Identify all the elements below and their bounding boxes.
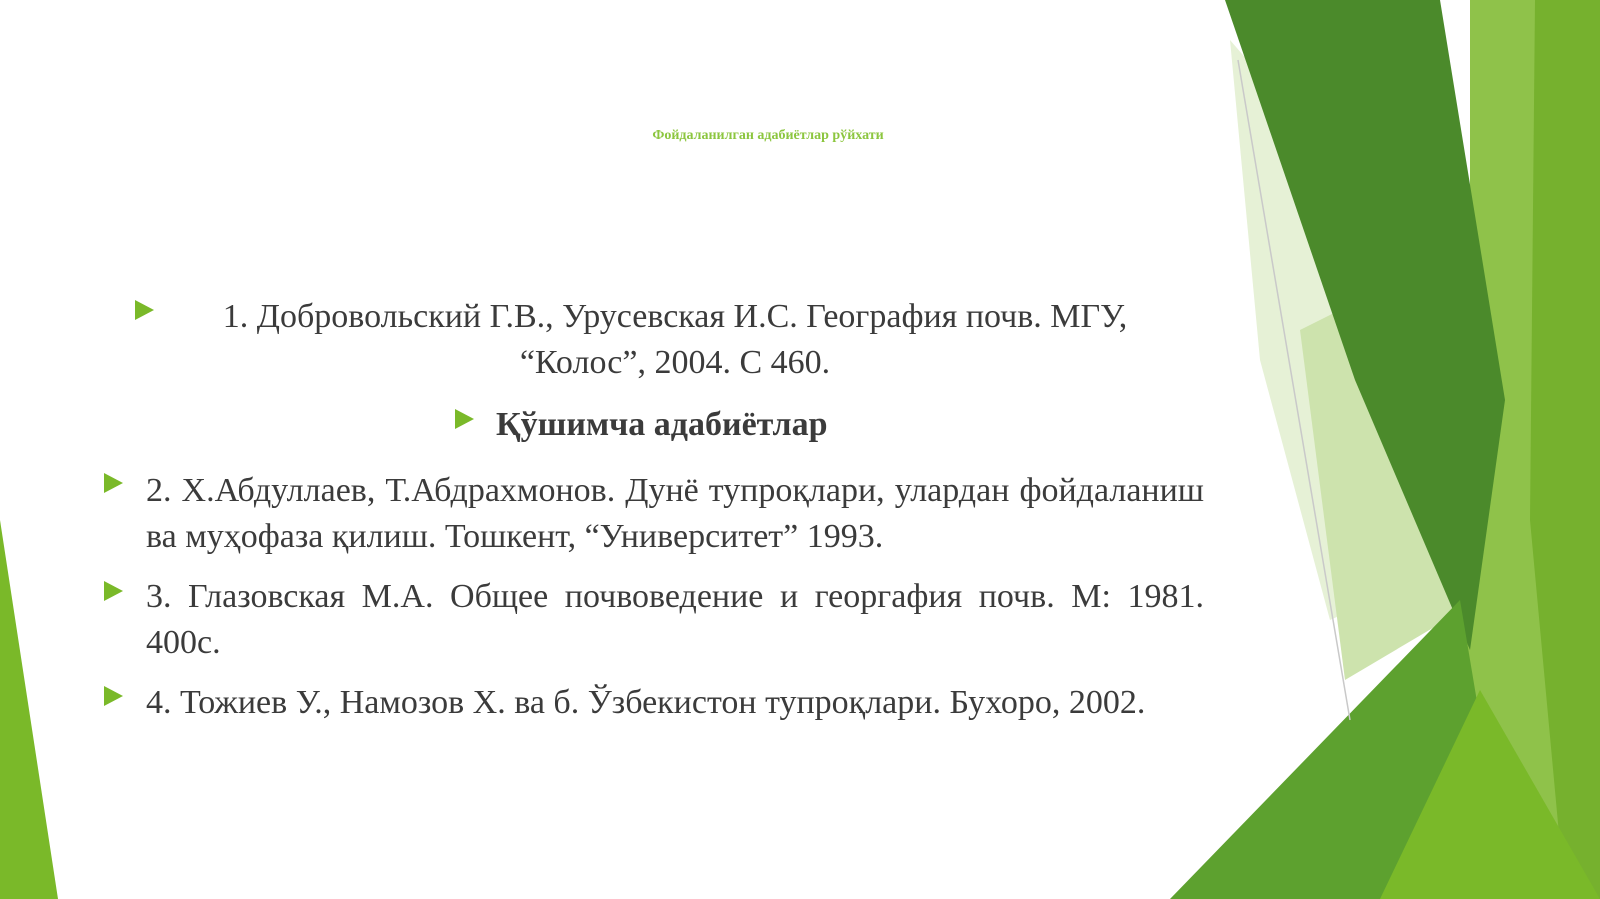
- bullet-arrow-icon: [104, 581, 123, 601]
- left-green-shape: [0, 520, 58, 899]
- bullet-arrow-icon: [104, 686, 123, 706]
- reference-item-3: 3. Глазовская М.А. Общее почвоведение и георгафия почв. М: 1981. 400с.: [146, 578, 1204, 661]
- reference-item-4: 4. Тожиев У., Намозов Х. ва б. Ўзбекистон тупроқлари. Бухоро, 2002.: [146, 684, 1146, 721]
- bullet-arrow-icon: [455, 409, 474, 429]
- reference-item-1: 1. Добровольский Г.В., Урусевская И.С. География почв. МГУ, “Колос”, 2004. С 460.: [222, 298, 1128, 381]
- bullet-arrow-icon: [135, 300, 154, 320]
- bullet-arrow-icon: [104, 473, 123, 493]
- reference-item-2: 2. Х.Абдуллаев, Т.Абдрахмонов. Дунё тупроқлари, улардан фойдаланиш ва муҳофаза қилиш. Тошкент, “Университет” 1993.: [146, 472, 1204, 555]
- additional-literature-heading: Қўшимча адабиётлар: [496, 406, 828, 443]
- slide-title: Фойдаланилган адабиётлар рўйхати: [652, 128, 884, 143]
